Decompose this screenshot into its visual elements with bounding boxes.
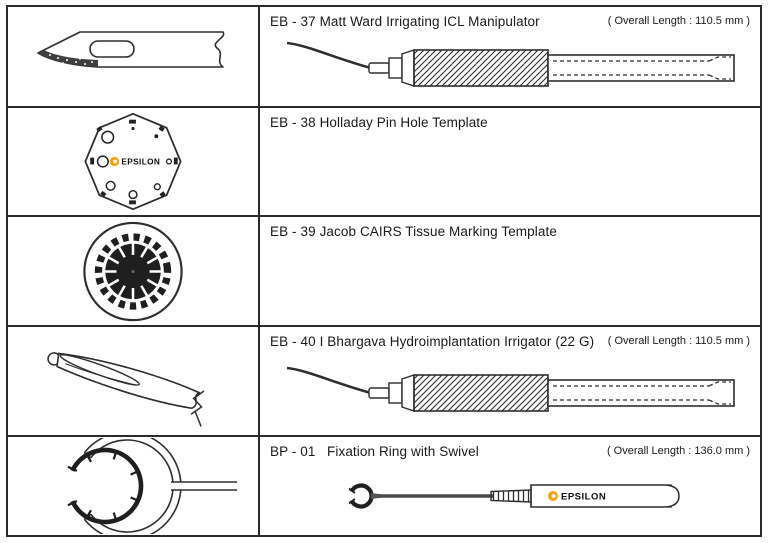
table-row-bp-01: [8, 437, 760, 535]
table-row-eb-38: [8, 108, 760, 217]
irrigating-handpiece-drawing: [281, 362, 741, 420]
instrument-drawing-area: [270, 459, 752, 532]
table-row-eb-37: [8, 7, 760, 108]
item-header: [270, 224, 752, 239]
overall-length-label: [750, 224, 752, 225]
item-detail-cell: [260, 437, 760, 535]
overall-length-label: ( Overall Length : 110.5 mm ): [607, 335, 750, 347]
epsilon-logo: [110, 157, 160, 167]
instrument-drawing-area: [270, 130, 752, 212]
item-header: [270, 334, 752, 349]
item-title: EB - 38 Holladay Pin Hole Template: [270, 115, 488, 130]
item-title: EB - 37 Matt Ward Irrigating ICL Manipulator: [270, 14, 540, 29]
item-title: BP - 01 Fixation Ring with Swivel: [270, 444, 479, 459]
item-detail-cell: [260, 108, 760, 215]
item-detail-cell: [260, 327, 760, 435]
overall-length-label: ( Overall Length : 136.0 mm ): [606, 445, 750, 457]
item-title: EB - 39 Jacob CAIRS Tissue Marking Template: [270, 224, 557, 239]
flat-blade-tip-drawing: [18, 15, 248, 99]
overall-length-label: [750, 115, 752, 116]
tip-drawing-cell: [8, 7, 260, 106]
table-row-eb-40: [8, 327, 760, 437]
item-header: [270, 444, 752, 459]
tip-drawing-cell: [8, 437, 260, 535]
circular-marking-template-drawing: [60, 219, 206, 324]
curved-irrigator-tip-drawing: [18, 333, 248, 429]
table-row-eb-39: [8, 217, 760, 327]
tip-drawing-cell: [8, 327, 260, 435]
octagonal-pin-hole-template-drawing: [60, 109, 206, 214]
fixation-ring-instrument-drawing: [341, 472, 681, 520]
overall-length-label: ( Overall Length : 110.5 mm ): [607, 15, 750, 27]
item-title: EB - 40 I Bhargava Hydroimplantation Irrigator (22 G): [270, 334, 595, 349]
irrigating-handpiece-drawing: [281, 37, 741, 95]
item-header: [270, 14, 752, 29]
item-detail-cell: [260, 217, 760, 325]
item-detail-cell: [260, 7, 760, 106]
tip-drawing-cell: [8, 217, 260, 325]
fixation-ring-tip-drawing: [23, 438, 243, 534]
item-header: [270, 115, 752, 130]
epsilon-logo-text: EPSILON: [121, 157, 161, 167]
instrument-drawing-area: [270, 239, 752, 322]
instrument-catalog-table: [6, 5, 762, 537]
tip-drawing-cell: [8, 108, 260, 215]
instrument-drawing-area: [270, 349, 752, 432]
epsilon-logo-text: EPSILON: [561, 490, 607, 502]
instrument-drawing-area: [270, 29, 752, 103]
